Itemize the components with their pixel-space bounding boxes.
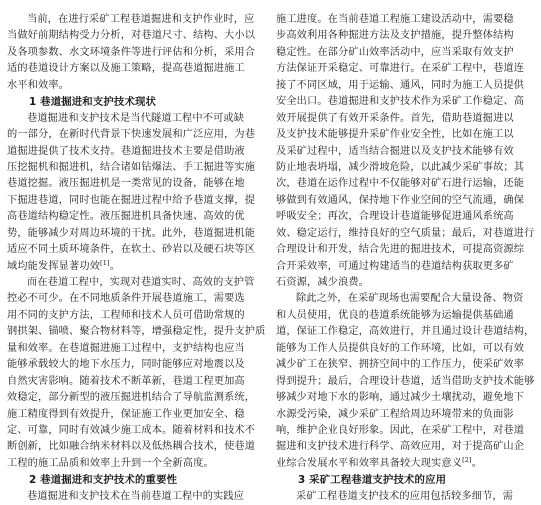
- text-line: [7, 111, 269, 127]
- line-text-tail: 。: [109, 260, 121, 272]
- left-column: [7, 12, 269, 505]
- line-text: 得到提升；最后，合理设计巷道，适当借助支护技术能够: [276, 375, 535, 387]
- line-text: 道掘进提供了技术支持。巷道掘进技术主要是借助液: [7, 145, 245, 157]
- line-text: 步高效利用各种掘进方法及支护措施，提升整体结构: [276, 30, 514, 42]
- text-line: [7, 374, 269, 390]
- line-text: 域均能发挥显著功效: [7, 260, 101, 272]
- line-text: 呼吸安全；再次，合理设计巷道能够促进通风系统高: [276, 211, 514, 223]
- text-line: [276, 144, 538, 160]
- line-text: 适的巷道设计方案以及施工策略，提高巷道掘进施工: [7, 63, 245, 75]
- text-line: [276, 94, 538, 110]
- line-text: 安全出口。巷道掘进和支护技术作为采矿工作稳定、高: [276, 96, 525, 108]
- line-text: 1 巷道掘进和支护技术现状: [29, 96, 157, 109]
- text-line: [7, 28, 269, 44]
- right-column: [276, 12, 538, 505]
- citation-marker: [2]: [462, 455, 472, 464]
- text-line: [7, 456, 269, 472]
- line-text: 业综合发展水平和效率具备较大现实意义: [276, 457, 463, 469]
- text-line: [7, 242, 269, 258]
- line-text: 响，维护企业良好形象。因此，在采矿工程中，对巷道: [276, 424, 525, 436]
- text-line: [7, 439, 269, 455]
- line-text: 效、稳定运行，维持良好的空气质量；最后，对巷道进行: [276, 227, 535, 239]
- text-line: [276, 176, 538, 192]
- text-line: [276, 160, 538, 176]
- line-text: 水平和效率。: [7, 79, 70, 91]
- text-line: [276, 324, 538, 340]
- text-line: [7, 176, 269, 192]
- line-text: 除此之外，在采矿现场也需要配合大量设备、物资: [296, 293, 524, 305]
- line-text: 防止地表坍塌，减少滑坡危险，以此减少采矿事故；其: [276, 161, 525, 173]
- line-text: 效稳定，部分新型的液压掘进机结合了导航监测系统，: [7, 392, 256, 404]
- line-text: 道，保证工作稳定，高效进行，并且通过设计巷道结构，: [276, 326, 535, 338]
- text-line: [276, 111, 538, 127]
- text-line: [276, 127, 538, 143]
- line-text: 水源受污染，减少采矿工程给周边环境带来的负面影: [276, 408, 514, 420]
- line-text: 减少矿工在狭窄、拥挤空间中的工作压力，使采矿效率: [276, 359, 525, 371]
- line-text: 及采矿过程中，适当结合掘进以及支护技术能够有效: [276, 145, 514, 157]
- line-text: 自然灾害影响。随着技术不断革新，巷道工程更加高: [7, 375, 245, 387]
- text-line: [276, 61, 538, 77]
- line-text: 合理设计和开发，结合先进的掘进技术，可提高资源综: [276, 244, 525, 256]
- text-line: [7, 78, 269, 94]
- text-line: [276, 489, 538, 505]
- text-line: [7, 324, 269, 340]
- text-line: [276, 12, 538, 28]
- text-line: [7, 193, 269, 209]
- line-text: 压挖掘机和掘进机，结合诸如钻爆法、手工掘进等实施: [7, 161, 256, 173]
- line-text: 施工精度得到有效提升，保证施工作业更加安全、稳: [7, 408, 245, 420]
- line-text: 量和效率。在巷道掘进施工过程中，支护结构也应当: [7, 342, 245, 354]
- line-text: 及各项参数、水文环境条件等进行评估和分析，采用合: [7, 46, 256, 58]
- text-line: [7, 127, 269, 143]
- line-text: 够减少对地下水的影响，通过减少土壤扰动，避免地下: [276, 392, 525, 404]
- line-text-tail: 。: [471, 457, 483, 469]
- text-line: [276, 78, 538, 94]
- line-text: 能够为工作人员提供良好的工作环境，比如，可以有效: [276, 342, 525, 354]
- line-text: 定、可靠，同时有效减少施工成本。随着材料和技术不: [7, 424, 256, 436]
- line-text: 而在巷道工程中，实现对巷道实时、高效的支护管: [27, 277, 255, 288]
- text-line: [276, 374, 538, 390]
- text-line: [276, 28, 538, 44]
- text-line: [276, 423, 538, 439]
- line-text: 2 巷道掘进和支护技术的重要性: [29, 474, 178, 487]
- line-text: 采矿工程巷道支护技术的应用包括较多细节，需: [296, 490, 514, 502]
- line-text: 和人员使用，优良的巷道系统能够为运输提供基础通: [276, 309, 514, 321]
- line-text: 方法保证开采稳定、可靠进行。在采矿工程中，巷道连: [276, 63, 525, 75]
- citation-marker: [1]: [100, 258, 110, 267]
- line-text: 施工进度。在当前巷道工程施工建设活动中，需要稳: [276, 14, 514, 25]
- text-line: [276, 407, 538, 423]
- text-line: [7, 357, 269, 373]
- line-text: 的一部分，在新时代背景下快速发展和广泛应用，为巷: [7, 129, 256, 141]
- text-line: [7, 407, 269, 423]
- line-text: 钢拱架、锚喷、聚合物材料等，增强稳定性，提升支护质: [7, 326, 266, 338]
- line-text: 断创新，比如融合纳米材料以及低热耦合技术，使巷道: [7, 441, 256, 453]
- text-line: [7, 291, 269, 307]
- line-text: 接了不同区域，用于运输、通风，同时为施工人员提供: [276, 79, 525, 91]
- text-line: [276, 341, 538, 357]
- section-heading: [276, 472, 538, 488]
- text-line: [276, 439, 538, 455]
- line-text: 用不同的支护方法，工程师和技术人员可借助常规的: [7, 309, 245, 321]
- line-text: 巷道掘进和支护技术在当前巷道工程中的实践应: [27, 490, 245, 502]
- line-text: 石资源，减少浪费。: [276, 277, 370, 288]
- line-text: 及支护技术能够提升采矿作业安全性，比如在施工以: [276, 129, 514, 141]
- text-line: [276, 242, 538, 258]
- line-text: 工程的施工品质和效率上升到一个全新高度。: [7, 457, 214, 469]
- line-text: 下掘进巷道，同时也能在掘进过程中给予巷道支撑，提: [7, 194, 256, 206]
- text-line: [7, 160, 269, 176]
- line-text: 适应不同土质环境条件，在软土、砂岩以及硬石块等区: [7, 244, 256, 256]
- text-line: [7, 45, 269, 61]
- text-line: [7, 144, 269, 160]
- line-text: 势，能够减少对周边环境的干扰。此外，巷道掘进机能: [7, 227, 256, 239]
- line-text: 稳定性。在部分矿山效率活动中，应当采取有效支护: [276, 46, 514, 58]
- line-text: 控必不可少。在不同地质条件开展巷道施工，需要选: [7, 293, 245, 305]
- line-text: 当做好前期结构受力分析，对巷道尺寸、结构、大小以: [7, 30, 256, 42]
- line-text: 合开采效率，可通过构建适当的巷道结构获取更多矿: [276, 260, 514, 272]
- text-line: [7, 341, 269, 357]
- line-text: 3 采矿工程巷道支护技术的应用: [298, 474, 447, 487]
- text-line: [276, 308, 538, 324]
- text-line: [7, 209, 269, 225]
- text-line: [7, 259, 269, 275]
- text-line: [7, 308, 269, 324]
- line-text: 掘进和支护技术进行科学、高效应用，对于提高矿山企: [276, 441, 525, 453]
- text-line: [7, 61, 269, 77]
- line-text: 够做到有效通风，保持地下作业空间的空气流通，确保: [276, 194, 525, 206]
- text-line: [7, 12, 269, 28]
- text-line: [276, 456, 538, 472]
- line-text: 次，巷道在运作过程中不仅能够对矿石进行运输，还能: [276, 178, 525, 190]
- text-line: [7, 423, 269, 439]
- text-line: [7, 390, 269, 406]
- text-line: [276, 357, 538, 373]
- text-line: [276, 193, 538, 209]
- text-line: [276, 390, 538, 406]
- text-line: [276, 275, 538, 291]
- text-line: [7, 275, 269, 291]
- line-text: 当前，在进行采矿工程巷道掘进和支护作业时，应: [27, 14, 255, 25]
- text-line: [276, 209, 538, 225]
- line-text: 效开展提供了有效开采条件。首先，借助巷道掘进以: [276, 112, 514, 124]
- line-text: 高巷道结构稳定性。液压掘进机具备快速、高效的优: [7, 211, 245, 223]
- text-line: [7, 226, 269, 242]
- text-line: [276, 45, 538, 61]
- text-line: [276, 259, 538, 275]
- section-heading: [7, 94, 269, 110]
- text-line: [276, 291, 538, 307]
- line-text: 巷道挖掘。液压掘进机是一类常见的设备，能够在地: [7, 178, 245, 190]
- text-line: [276, 226, 538, 242]
- line-text: 能够承载较大的地下水压力，同时能够应对地震以及: [7, 359, 245, 371]
- section-heading: [7, 472, 269, 488]
- line-text: 巷道掘进和支护技术是当代隧道工程中不可或缺: [27, 112, 245, 124]
- text-line: [7, 489, 269, 505]
